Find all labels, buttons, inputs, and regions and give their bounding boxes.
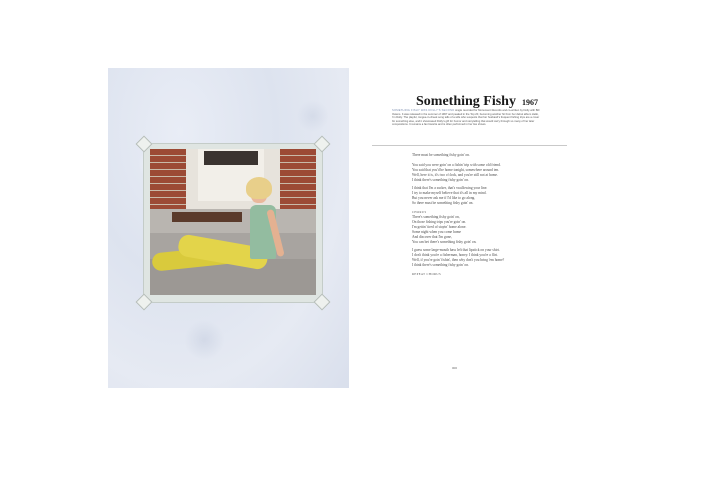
song-year: 1967 [521, 98, 538, 107]
lyric-line: Well, if you're goin' fishin', then why don't you bring 'em home? [412, 258, 505, 263]
door-mat [172, 212, 242, 222]
left-page [108, 68, 349, 388]
repeat-chorus-label: REPEAT CHORUS [412, 272, 442, 277]
dolly-photo [150, 149, 316, 295]
divider-rule [372, 145, 567, 146]
lyric-line: You said that you'd be home tonight, somewhere around ten. [412, 167, 500, 172]
lyric-line: I think there's something fishy goin' on. [412, 263, 469, 268]
intro-paragraph [392, 109, 540, 127]
door-window [204, 151, 258, 165]
verse-2 [412, 186, 542, 206]
lyric-line: I think that I'm a sucker, that's swallowing your line. [412, 186, 488, 191]
page-number: 000 [452, 366, 458, 370]
chorus [412, 210, 542, 244]
lyric-line: I'm gettin' tired of stayin' home alone. [412, 224, 467, 229]
lyric-line: I guess some large-mouth bass left that lipstick on your shirt. [412, 248, 500, 253]
intro-body: single recorded for Monument Records and co-written by Dolly with Bill Owens. It was released in the summer of 1967 and peaked in the Top 20, becoming another hit from her debut album Hello, I'm Dolly. The playful, tongue-in-cheek song tells of a wife who suspects that her husband's frequent fishing trips are a cover for something else, and it showcased Dolly's gift for humor and storytelling that would carry through so many of her later compositions. It remains a fan favorite and is often performed in her live shows. [392, 109, 540, 127]
lyric-line: There's something fishy goin' on, [412, 214, 460, 219]
lyric-line: I try to make myself believe that it's all in my mind. [412, 191, 487, 196]
lyric-line: There must be something fishy goin' on. [412, 153, 470, 157]
lyric-line: I don't think you're a fisherman, honey. I think you're a flirt. [412, 253, 498, 258]
intro-lead: SOMETHING FISHY WAS DOLLY'S SECOND [392, 109, 455, 112]
lyric-line: Well, here it is, it's two o'clock, and you're still not at home. [412, 172, 498, 177]
lyric-line: But you never ask me if I'd like to go along. [412, 196, 476, 201]
lyric-line: So there must be something fishy goin' on. [412, 201, 474, 206]
lyrics [412, 153, 542, 281]
repeat-chorus [412, 272, 542, 277]
song-title [416, 92, 538, 110]
photo-frame [143, 143, 323, 303]
verse-3 [412, 248, 542, 268]
lyric-line: And discover that I'm gone, [412, 234, 452, 239]
lyric-line: You said you were goin' on a fishin' trip with some old friend. [412, 162, 501, 167]
lyric-line: Some night when you come home [412, 229, 462, 234]
chorus-label: CHORUS [412, 210, 427, 215]
verse-1 [412, 153, 542, 182]
blonde-hair [246, 177, 272, 199]
lyric-line: On those fishing trips you're goin' on. [412, 219, 467, 224]
lyric-line: I think there's something fishy goin' on. [412, 177, 469, 182]
song-title-text: Something Fishy [416, 94, 516, 109]
lyric-line: You can bet there's something fishy goin' on. [412, 239, 477, 244]
